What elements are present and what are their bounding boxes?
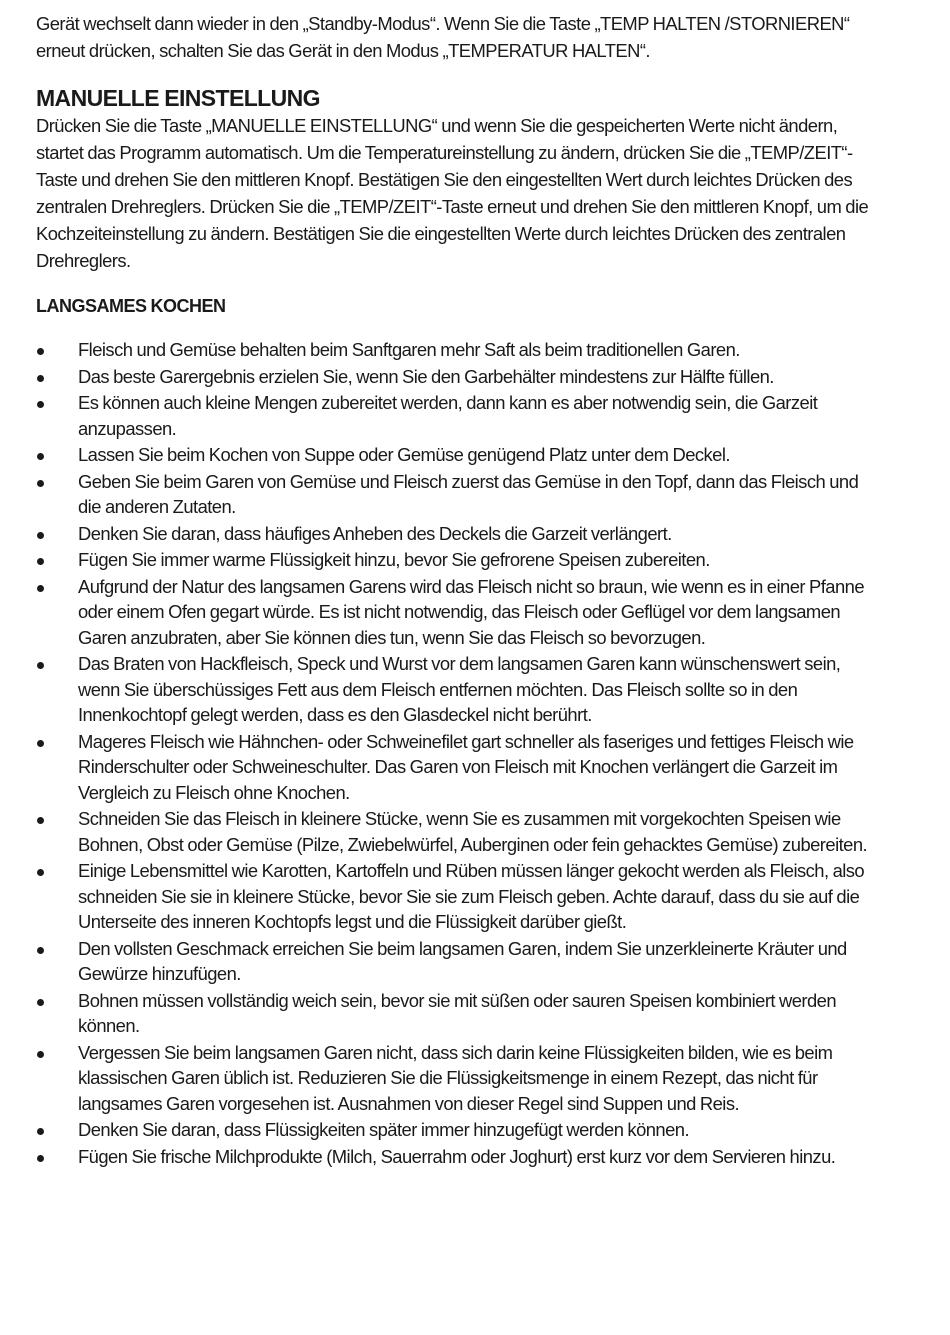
bullet-icon <box>37 817 44 824</box>
list-item-text: Es können auch kleine Mengen zubereitet werden, dann kann es aber notwendig sein, die Garzeit anzupassen. <box>78 392 818 439</box>
bullet-icon <box>37 401 44 408</box>
list-item <box>36 521 882 547</box>
list-item-text: Fügen Sie immer warme Flüssigkeit hinzu, bevor Sie gefrorene Speisen zubereiten. <box>78 549 710 570</box>
list-item-text: Fügen Sie frische Milchprodukte (Milch, Sauerrahm oder Joghurt) erst kurz vor dem Servieren hinzu. <box>78 1145 836 1167</box>
intro-paragraph: Gerät wechselt dann wieder in den „Standby-Modus“. Wenn Sie die Taste „TEMP HALTEN /STORNIEREN“ erneut drücken, schalten Sie das Gerät in den Modus „TEMPERATUR HALTEN“. <box>36 13 850 61</box>
list-item-text: Schneiden Sie das Fleisch in kleinere Stücke, wenn Sie es zusammen mit vorgekochten Speisen wie Bohnen, Obst oder Gemüse (Pilze, Zwiebelwürfel, Auberginen oder fein gehacktes Gemüse) zubereiten. <box>78 808 868 855</box>
list-item <box>36 574 882 651</box>
list-item <box>36 364 882 390</box>
list-item <box>36 651 882 728</box>
bullet-icon <box>37 348 44 355</box>
slow-cooking-tips-list <box>36 337 882 1169</box>
bullet-icon <box>37 1155 44 1162</box>
bullet-icon <box>37 585 44 592</box>
list-item-text: Den vollsten Geschmack erreichen Sie beim langsamen Garen, indem Sie unzerkleinerte Kräuter und Gewürze hinzufügen. <box>78 937 847 984</box>
list-item-text: Denken Sie daran, dass Flüssigkeiten später immer hinzugefügt werden können. <box>78 1119 690 1140</box>
bullet-icon <box>37 999 44 1006</box>
bullet-icon <box>37 1128 44 1135</box>
list-item-text: Bohnen müssen vollständig weich sein, bevor sie mit süßen oder sauren Speisen kombiniert werden können. <box>78 989 837 1036</box>
bullet-icon <box>37 662 44 669</box>
manual-setting-paragraph: Drücken Sie die Taste „MANUELLE EINSTELLUNG“ und wenn Sie die gespeicherten Werte nicht ändern, startet das Programm automatisch. Um die Temperatureinstellung zu ändern, drücken Sie die „TEMP/ZEIT“-Taste und drehen Sie den mittleren Knopf. Bestätigen Sie den eingestellten Wert durch leichtes Drücken des zentralen Drehreglers. Drücken Sie die „TEMP/ZEIT“-Taste erneut und drehen Sie den mittleren Knopf, um die Kochzeiteinstellung zu ändern. Bestätigen Sie die eingestellten Werte durch leichtes Drücken des zentralen Drehreglers. <box>36 115 869 271</box>
bullet-icon <box>37 1051 44 1058</box>
list-item-text: Das Braten von Hackfleisch, Speck und Wurst vor dem langsamen Garen kann wünschenswert sein, wenn Sie überschüssiges Fett aus dem Fleisch entfernen möchten. Das Fleisch sollte so in den Innenkochtopf gelegt werden, dass es den Glasdeckel nicht berührt. <box>78 653 841 725</box>
bullet-icon <box>37 453 44 460</box>
bullet-icon <box>37 869 44 876</box>
list-item <box>36 936 882 987</box>
section-heading-manual-setting: MANUELLE EINSTELLUNG <box>36 85 320 111</box>
bullet-icon <box>37 532 44 539</box>
list-item <box>36 806 882 857</box>
bullet-icon <box>37 740 44 747</box>
list-item <box>36 469 882 520</box>
list-item-text: Lassen Sie beim Kochen von Suppe oder Gemüse genügend Platz unter dem Deckel. <box>78 444 730 465</box>
list-item-text: Fleisch und Gemüse behalten beim Sanftgaren mehr Saft als beim traditionellen Garen. <box>78 339 740 360</box>
list-item <box>36 1144 882 1170</box>
list-item <box>36 1040 882 1117</box>
bullet-icon <box>37 947 44 954</box>
bullet-icon <box>37 480 44 487</box>
list-item-text: Denken Sie daran, dass häufiges Anheben des Deckels die Garzeit verlängert. <box>78 522 672 544</box>
list-item <box>36 988 882 1039</box>
list-item-text: Vergessen Sie beim langsamen Garen nicht, dass sich darin keine Flüssigkeiten bilden, wie es beim klassischen Garen üblich ist. Reduzieren Sie die Flüssigkeitsmenge in einem Rezept, das nicht für langsames Garen vorgesehen ist. Ausnahmen von dieser Regel sind Suppen und Reis. <box>78 1041 833 1114</box>
list-item <box>36 442 882 468</box>
list-item-text: Aufgrund der Natur des langsamen Garens wird das Fleisch nicht so braun, wie wenn es in einer Pfanne oder einem Ofen gegart würde. Es ist nicht notwendig, das Fleisch oder Geflügel vor dem langsamen Garen anzubraten, aber Sie können dies tun, wenn Sie das Fleisch so bevorzugen. <box>78 575 864 648</box>
list-item <box>36 547 882 573</box>
list-item <box>36 390 882 441</box>
list-item <box>36 729 882 806</box>
list-item <box>36 1117 882 1143</box>
list-item-text: Das beste Garergebnis erzielen Sie, wenn Sie den Garbehälter mindestens zur Hälfte füllen. <box>78 365 774 387</box>
bullet-icon <box>37 375 44 382</box>
bullet-icon <box>37 558 44 565</box>
manual-page <box>36 10 882 1170</box>
list-item-text: Einige Lebensmittel wie Karotten, Kartoffeln und Rüben müssen länger gekocht werden als Fleisch, also schneiden Sie sie in kleinere Stücke, bevor Sie sie zum Fleisch geben. Achte darauf, dass du sie auf die Unterseite des inneren Kochtopfs legst und die Flüssigkeit darüber gießt. <box>78 860 865 932</box>
list-item <box>36 858 882 935</box>
list-item-text: Geben Sie beim Garen von Gemüse und Fleisch zuerst das Gemüse in den Topf, dann das Fleisch und die anderen Zutaten. <box>78 470 859 517</box>
section-heading-slow-cooking: LANGSAMES KOCHEN <box>36 296 226 316</box>
list-item <box>36 337 882 363</box>
list-item-text: Mageres Fleisch wie Hähnchen- oder Schweinefilet gart schneller als faseriges und fettiges Fleisch wie Rinderschulter oder Schweineschulter. Das Garen von Fleisch mit Knochen verlängert die Garzeit im Vergleich zu Fleisch ohne Knochen. <box>78 730 854 803</box>
